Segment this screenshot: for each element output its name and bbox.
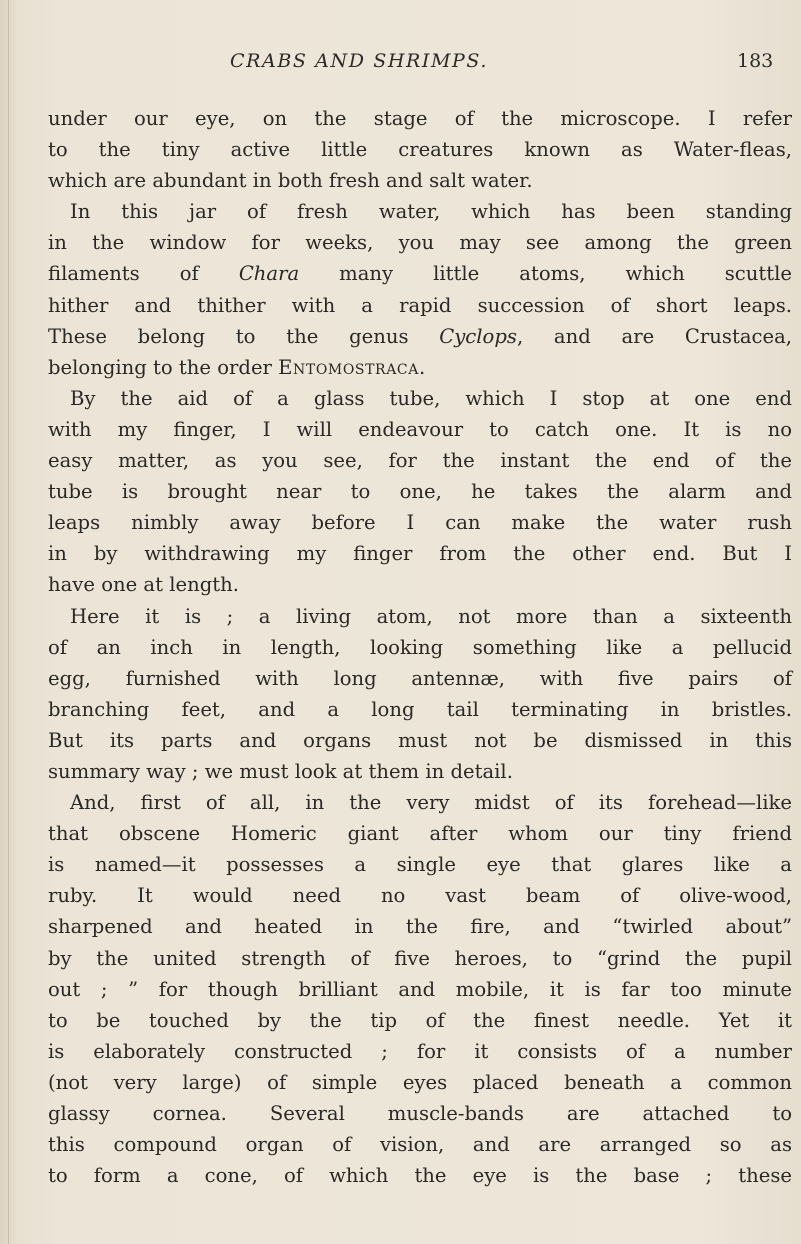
text-line	[48, 663, 792, 694]
text-line	[48, 1129, 792, 1160]
text-run: tube is brought near to one, he takes the alarm and	[48, 480, 792, 504]
text-run: to the tiny active little creatures known as Water-fleas,	[48, 138, 792, 162]
text-line	[48, 694, 792, 725]
text-run: is named—it possesses a single eye that glares like a	[48, 853, 792, 877]
text-line	[48, 476, 792, 507]
text-line	[48, 290, 792, 321]
text-run: These belong to the genus	[48, 324, 440, 348]
text-run: But its parts and organs must not be dismissed in this	[48, 728, 792, 752]
text-run: by the united strength of five heroes, to “grind the pupil	[48, 946, 792, 970]
text-line	[48, 134, 792, 165]
text-line	[48, 818, 792, 849]
text-run: glassy cornea. Several muscle-bands are attached to	[48, 1102, 792, 1125]
text-run: Here it is ; a living atom, not more than a sixteenth	[70, 604, 792, 628]
text-run: branching feet, and a long tail terminating in bristles.	[48, 697, 792, 721]
text-run: to form a cone, of which the eye is the base ; these	[48, 1164, 792, 1188]
text-run: is elaborately constructed ; for it consists of a number	[48, 1039, 792, 1063]
text-run: summary way ; we must look at them in detail.	[48, 759, 513, 783]
text-run: By the aid of a glass tube, which I stop at one end	[70, 386, 792, 410]
running-title: CRABS AND SHRIMPS.	[230, 50, 489, 72]
text-line	[48, 974, 792, 1005]
text-run: belonging to the order	[48, 355, 279, 379]
text-run: easy matter, as you see, for the instant the end of the	[48, 449, 792, 473]
italic-term: Cyclops	[439, 324, 517, 348]
text-line	[48, 383, 792, 414]
text-line	[48, 787, 792, 818]
text-line	[48, 880, 792, 911]
text-run: of an inch in length, looking something like a pellucid	[48, 635, 792, 659]
text-run: leaps nimbly away before I can make the water rush	[48, 511, 792, 535]
text-run: which are abundant in both fresh and salt water.	[48, 169, 533, 193]
text-run: many little atoms, which scuttle	[299, 262, 792, 286]
body-text	[48, 103, 792, 1191]
text-line	[48, 1005, 792, 1036]
text-run: that obscene Homeric giant after whom our tiny friend	[48, 822, 792, 846]
text-line	[48, 849, 792, 880]
text-run: , and are Crustacea,	[516, 324, 792, 348]
text-run: (not very large) of simple eyes placed beneath a common	[48, 1070, 792, 1094]
text-line	[48, 538, 792, 569]
text-run: with my finger, I will endeavour to catch one. It is no	[48, 417, 792, 441]
text-line	[48, 1160, 792, 1191]
text-line	[48, 756, 792, 787]
text-line	[48, 507, 792, 538]
text-run: egg, furnished with long antennæ, with five pairs of	[48, 666, 792, 690]
text-run: this compound organ of vision, and are arranged so as	[48, 1133, 792, 1157]
text-line	[48, 414, 792, 445]
text-run: And, first of all, in the very midst of its forehead—like	[70, 791, 792, 815]
text-line	[48, 227, 792, 258]
text-line	[48, 165, 792, 196]
text-line	[48, 911, 792, 942]
page-number: 183	[737, 50, 774, 72]
text-line	[48, 352, 792, 383]
text-line	[48, 196, 792, 227]
text-run: in the window for weeks, you may see among the green	[48, 231, 792, 255]
text-line	[48, 1067, 792, 1098]
text-line	[48, 725, 792, 756]
text-line	[48, 632, 792, 663]
text-run: sharpened and heated in the fire, and “twirled about”	[48, 915, 792, 939]
running-head	[0, 50, 801, 80]
text-line	[48, 1098, 792, 1129]
italic-term: Chara	[238, 262, 300, 286]
text-run: under our eye, on the stage of the microscope. I refer	[48, 107, 792, 130]
text-line	[48, 321, 792, 352]
text-run: have one at length.	[48, 573, 239, 597]
text-run: to be touched by the tip of the finest needle. Yet it	[48, 1008, 792, 1032]
text-run: hither and thither with a rapid succession of short leaps.	[48, 293, 792, 317]
small-caps-term: Entomostraca	[278, 355, 419, 379]
text-run: out ; ” for though brilliant and mobile, it is far too minute	[48, 977, 792, 1001]
text-run: In this jar of fresh water, which has been standing	[70, 200, 792, 224]
text-line	[48, 1036, 792, 1067]
text-run: .	[418, 355, 426, 379]
text-run: ruby. It would need no vast beam of olive-wood,	[48, 884, 792, 908]
text-line	[48, 258, 792, 289]
text-line	[48, 103, 792, 134]
text-line	[48, 601, 792, 632]
text-run: in by withdrawing my finger from the other end. But I	[48, 542, 792, 566]
text-line	[48, 943, 792, 974]
text-line	[48, 445, 792, 476]
text-line	[48, 569, 792, 600]
text-run: filaments of	[48, 262, 239, 286]
